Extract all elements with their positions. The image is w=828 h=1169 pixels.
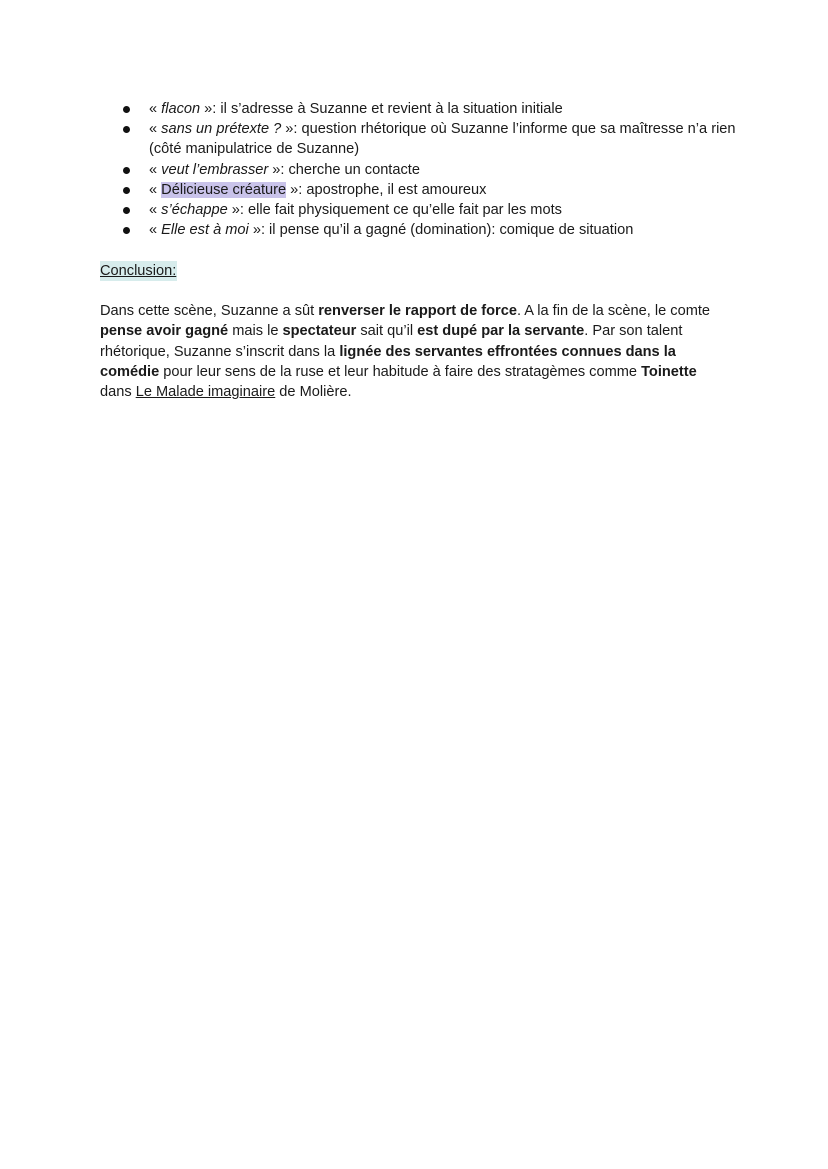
list-item (100, 180, 740, 200)
bullet-icon (123, 167, 130, 174)
quote-text: Elle est à moi (161, 222, 249, 239)
bullet-comment: »: apostrophe, il est amoureux (286, 181, 487, 198)
bullet-comment: »: question rhétorique où Suzanne l’informe que sa maîtresse n’a rien (côté manipulatrice de Suzanne) (149, 121, 736, 158)
list-item (100, 220, 740, 240)
bullet-icon (123, 126, 130, 133)
quote-open: « (149, 101, 162, 117)
quote-text: veut l’embrasser (161, 161, 269, 178)
list-item (100, 119, 740, 159)
bullet-icon (123, 207, 130, 214)
quote-open: « (149, 222, 162, 239)
text-run: sait qu’il (356, 323, 418, 340)
book-title: Le Malade imaginaire (135, 384, 276, 401)
list-item (100, 99, 740, 119)
text-run: pour leur sens de la ruse et leur habitude à faire des stratagèmes comme (159, 363, 642, 380)
bold-run: pense avoir gagné (100, 323, 229, 340)
bullet-comment: »: il pense qu’il a gagné (domination): comique de situation (248, 222, 634, 239)
quote-open: « (149, 121, 162, 138)
bold-run: est dupé par la servante (417, 323, 585, 340)
bullet-icon (123, 187, 130, 194)
quote-text: sans un prétexte ? (161, 121, 282, 138)
bullet-comment: »: elle fait physiquement ce qu’elle fait par les mots (227, 202, 562, 219)
list-item (100, 160, 740, 180)
bold-run: lignée des servantes effrontées connues dans la comédie (100, 343, 676, 380)
bullet-icon (123, 106, 130, 113)
text-run: . A la fin de la scène, le comte (516, 303, 711, 319)
highlighted-quote-text: Délicieuse créature (161, 181, 287, 198)
bold-run: renverser le rapport de force (318, 303, 517, 319)
conclusion-heading: Conclusion: (100, 263, 177, 279)
text-run: de Molière. (275, 384, 352, 401)
bold-run: spectateur (282, 323, 357, 340)
bullet-icon (123, 227, 130, 234)
bullet-comment: »: cherche un contacte (268, 161, 420, 178)
text-run: mais le (228, 323, 283, 340)
conclusion-paragraph (100, 301, 730, 402)
list-item (100, 200, 740, 220)
bullet-comment: »: il s’adresse à Suzanne et revient à la situation initiale (200, 101, 563, 117)
quote-text: flacon (161, 101, 201, 117)
text-run: . Par son talent rhétorique, Suzanne s’inscrit dans la (100, 323, 683, 360)
bullet-list (100, 99, 740, 240)
quote-open: « (149, 181, 162, 198)
quote-text: s’échappe (161, 202, 228, 219)
bold-run: Toinette (641, 363, 697, 380)
quote-open: « (149, 202, 162, 219)
text-run: dans (100, 384, 136, 401)
text-run: Dans cette scène, Suzanne a sût (100, 303, 319, 319)
quote-open: « (149, 161, 162, 178)
